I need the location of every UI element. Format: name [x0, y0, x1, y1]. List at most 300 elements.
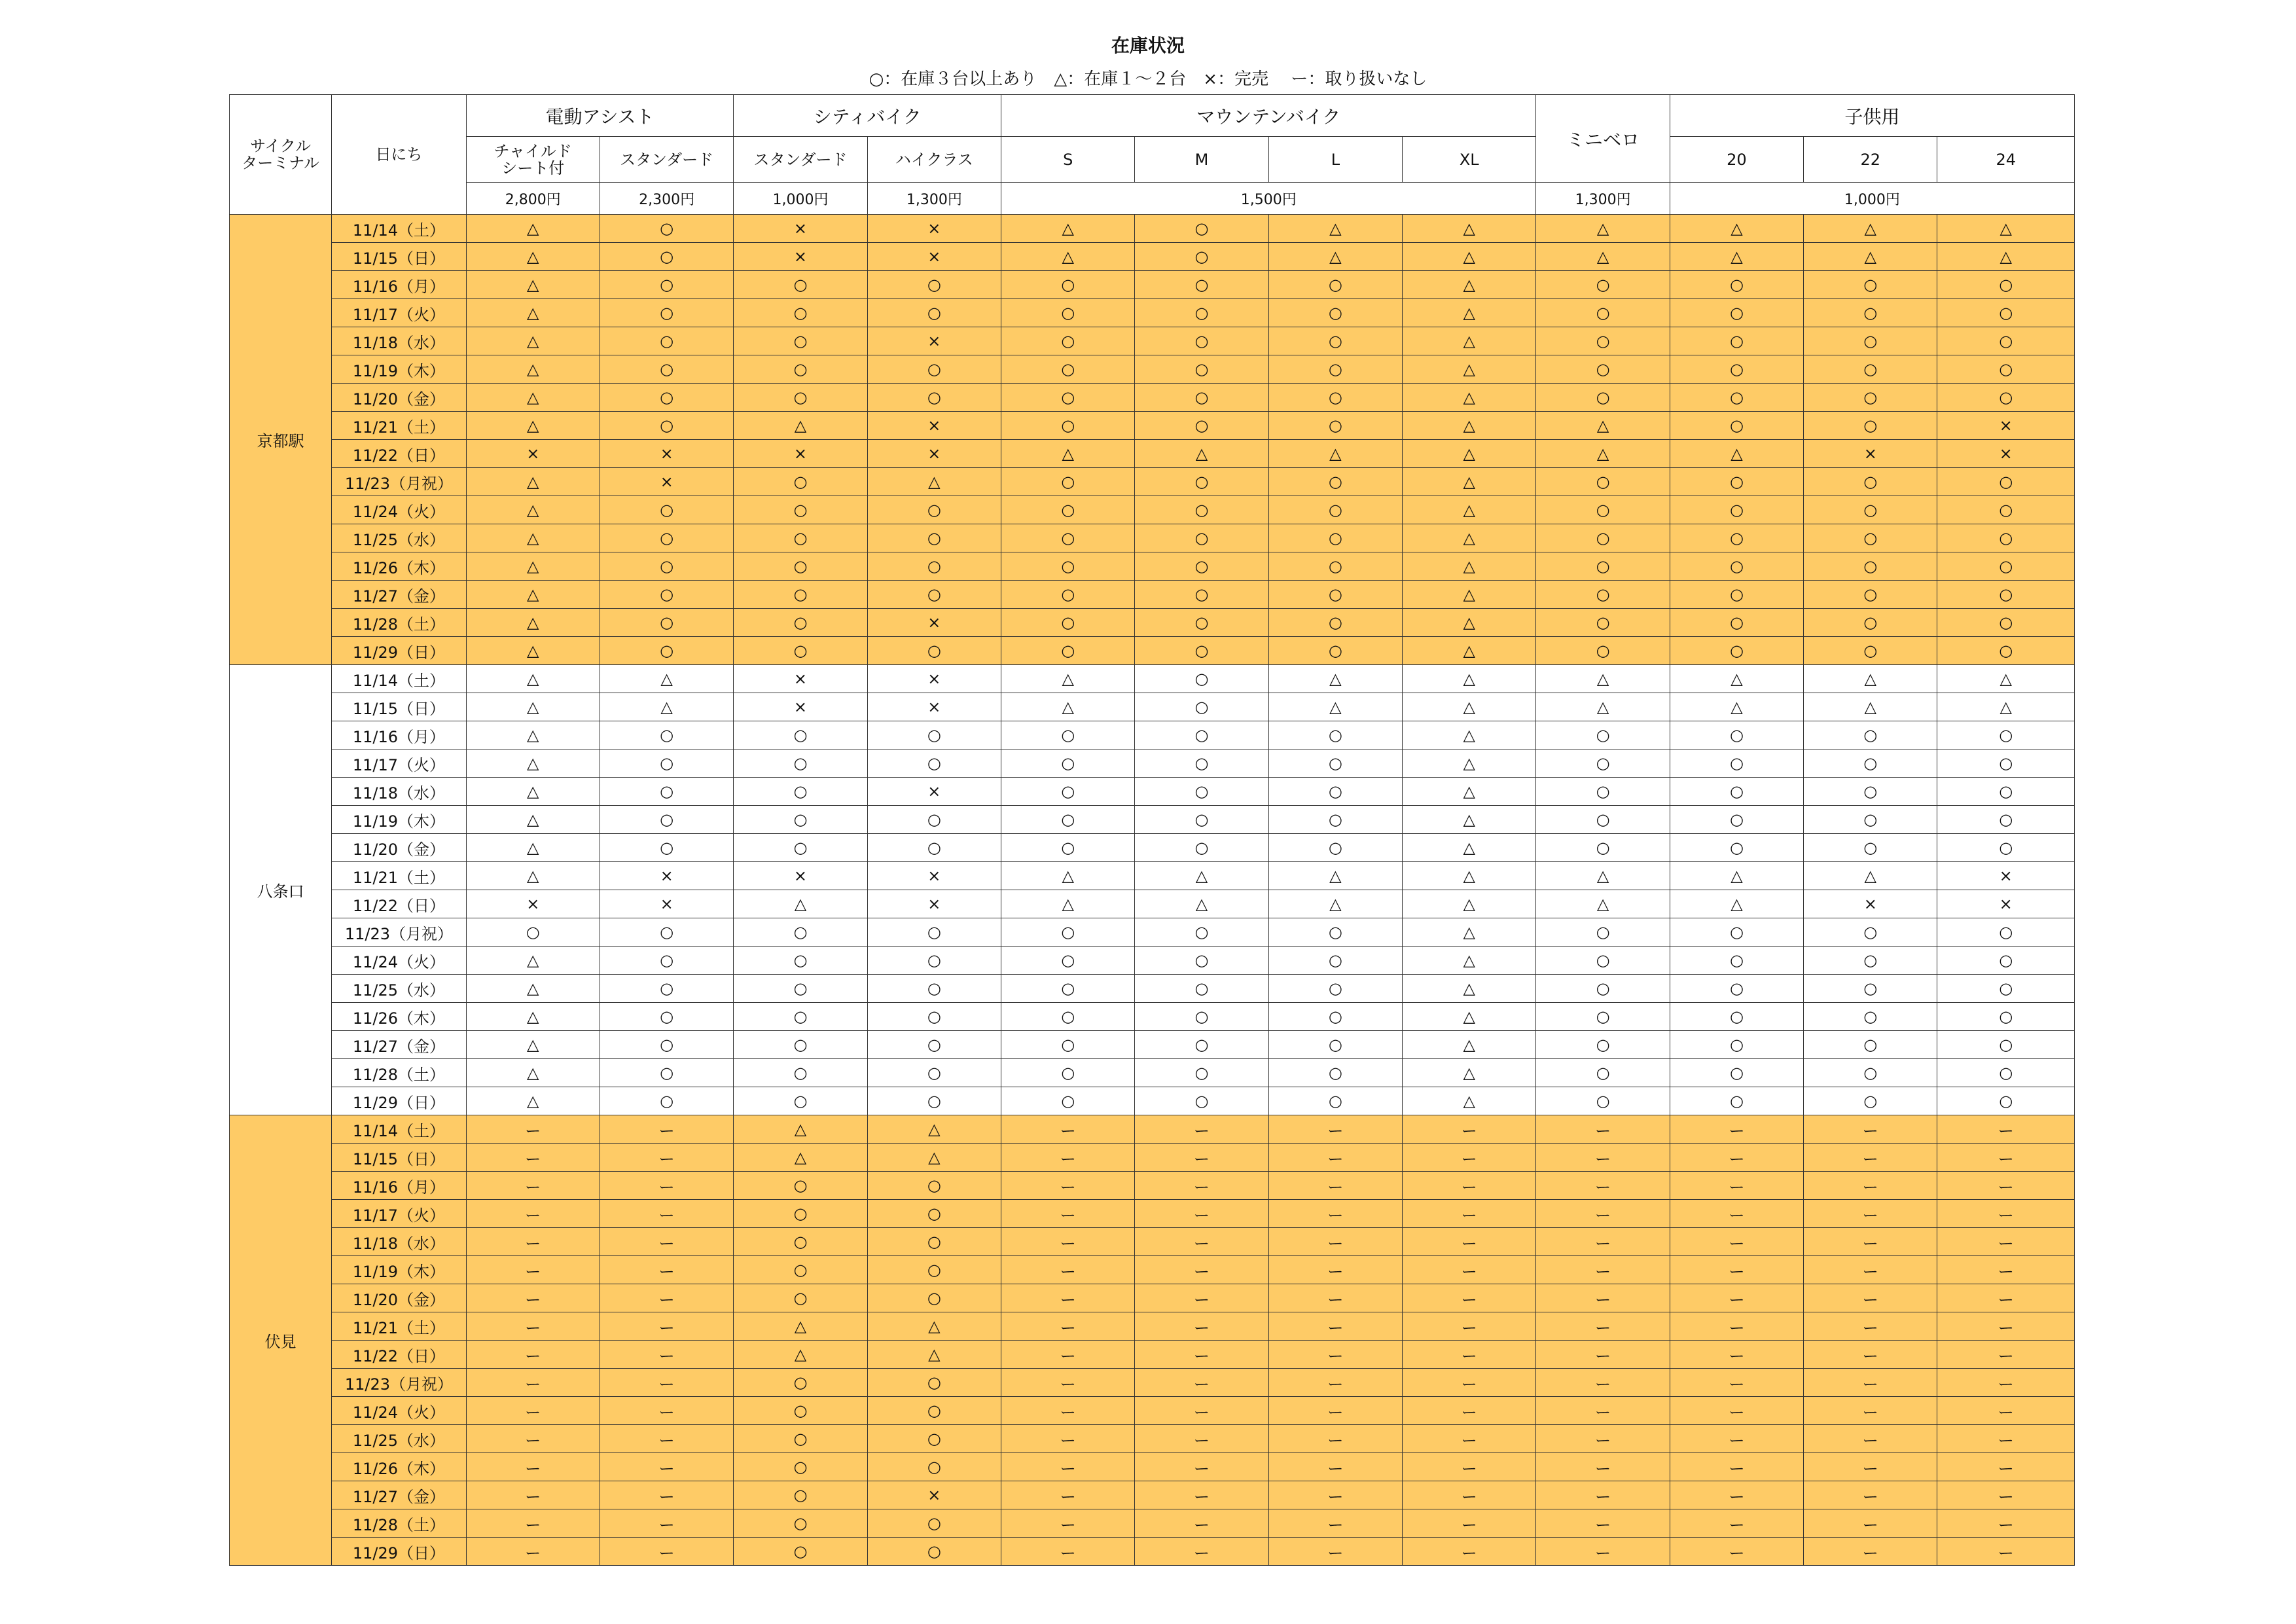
date-cell: 11/27（金）: [332, 581, 466, 609]
stock-cell: △: [1403, 1031, 1536, 1059]
stock-cell: ー: [1001, 1144, 1135, 1172]
subcategory-header: チャイルド シート付: [466, 137, 600, 183]
stock-cell: ○: [734, 1031, 867, 1059]
stock-cell: △: [1937, 665, 2075, 693]
stock-cell: ○: [1937, 552, 2075, 581]
stock-cell: ○: [734, 524, 867, 552]
stock-cell: △: [1403, 693, 1536, 721]
stock-cell: ○: [867, 1031, 1001, 1059]
stock-cell: ○: [1001, 806, 1135, 834]
stock-cell: △: [466, 947, 600, 975]
date-cell: 11/15（日）: [332, 1144, 466, 1172]
table-row: [230, 1172, 2075, 1200]
stock-cell: ○: [1135, 271, 1268, 299]
stock-cell: △: [466, 327, 600, 355]
stock-cell: △: [1937, 215, 2075, 243]
table-row: [230, 806, 2075, 834]
stock-cell: ー: [1268, 1538, 1402, 1566]
stock-cell: ○: [734, 1172, 867, 1200]
stock-cell: △: [1403, 1087, 1536, 1115]
stock-cell: ○: [1536, 355, 1670, 384]
stock-cell: ー: [1804, 1284, 1937, 1312]
stock-cell: △: [466, 355, 600, 384]
stock-cell: △: [1135, 862, 1268, 890]
stock-cell: ○: [1804, 524, 1937, 552]
stock-cell: △: [466, 834, 600, 862]
stock-cell: △: [1403, 384, 1536, 412]
table-row: [230, 1538, 2075, 1566]
stock-cell: △: [600, 693, 733, 721]
date-cell: 11/20（金）: [332, 834, 466, 862]
stock-cell: ー: [600, 1538, 733, 1566]
stock-cell: ー: [1937, 1341, 2075, 1369]
stock-cell: ー: [1670, 1256, 1803, 1284]
stock-cell: ○: [600, 299, 733, 327]
stock-cell: ○: [1670, 947, 1803, 975]
stock-cell: △: [1403, 552, 1536, 581]
stock-cell: ー: [1001, 1312, 1135, 1341]
stock-cell: ○: [734, 806, 867, 834]
stock-cell: ー: [1001, 1369, 1135, 1397]
table-row: [230, 468, 2075, 496]
stock-cell: ○: [734, 384, 867, 412]
stock-cell: △: [734, 1341, 867, 1369]
date-cell: 11/25（水）: [332, 1425, 466, 1453]
stock-cell: ー: [1135, 1369, 1268, 1397]
date-cell: 11/16（月）: [332, 721, 466, 749]
stock-cell: ○: [734, 1256, 867, 1284]
stock-cell: ー: [1937, 1397, 2075, 1425]
stock-cell: ー: [1937, 1453, 2075, 1481]
stock-cell: △: [734, 1312, 867, 1341]
stock-cell: ○: [1804, 918, 1937, 947]
stock-cell: △: [867, 468, 1001, 496]
stock-cell: ×: [734, 243, 867, 271]
stock-cell: ○: [1135, 355, 1268, 384]
subcategory-header: L: [1268, 137, 1402, 183]
stock-cell: ○: [1268, 778, 1402, 806]
stock-cell: ー: [1001, 1453, 1135, 1481]
stock-cell: ○: [1001, 524, 1135, 552]
table-row: [230, 1397, 2075, 1425]
stock-cell: ○: [1135, 215, 1268, 243]
stock-cell: △: [1403, 1059, 1536, 1087]
stock-cell: ○: [1135, 243, 1268, 271]
stock-cell: ○: [1937, 806, 2075, 834]
date-cell: 11/18（水）: [332, 327, 466, 355]
subcategory-header: スタンダード: [734, 137, 867, 183]
stock-cell: ○: [867, 1256, 1001, 1284]
stock-cell: ○: [1001, 384, 1135, 412]
stock-cell: ー: [466, 1115, 600, 1144]
stock-cell: ○: [1001, 721, 1135, 749]
stock-cell: ○: [1001, 271, 1135, 299]
table-row: [230, 778, 2075, 806]
stock-cell: ー: [1135, 1397, 1268, 1425]
stock-cell: ○: [1536, 834, 1670, 862]
stock-cell: ー: [466, 1538, 600, 1566]
stock-cell: ○: [1536, 778, 1670, 806]
stock-cell: ○: [867, 1397, 1001, 1425]
stock-cell: △: [1268, 862, 1402, 890]
stock-cell: △: [1670, 693, 1803, 721]
stock-cell: ー: [1001, 1397, 1135, 1425]
stock-cell: △: [466, 552, 600, 581]
stock-cell: ー: [466, 1397, 600, 1425]
stock-cell: ○: [600, 215, 733, 243]
stock-cell: ○: [1536, 1003, 1670, 1031]
stock-cell: ○: [1804, 412, 1937, 440]
stock-cell: ○: [867, 1200, 1001, 1228]
stock-cell: ○: [1001, 355, 1135, 384]
stock-cell: ー: [600, 1284, 733, 1312]
stock-cell: △: [1403, 468, 1536, 496]
stock-cell: ○: [867, 552, 1001, 581]
stock-cell: ○: [734, 1087, 867, 1115]
stock-cell: △: [1804, 243, 1937, 271]
stock-cell: △: [1135, 890, 1268, 918]
stock-cell: ○: [1001, 609, 1135, 637]
stock-cell: ○: [734, 1003, 867, 1031]
stock-cell: ー: [1804, 1481, 1937, 1509]
stock-cell: △: [1001, 890, 1135, 918]
stock-cell: ○: [734, 918, 867, 947]
date-cell: 11/23（月祝）: [332, 1369, 466, 1397]
stock-cell: △: [466, 609, 600, 637]
stock-cell: △: [1403, 665, 1536, 693]
stock-cell: ○: [600, 412, 733, 440]
table-row: [230, 243, 2075, 271]
stock-cell: △: [466, 693, 600, 721]
stock-cell: △: [1403, 834, 1536, 862]
stock-cell: ー: [1001, 1284, 1135, 1312]
stock-cell: ○: [1536, 918, 1670, 947]
stock-cell: ○: [734, 609, 867, 637]
stock-cell: △: [734, 890, 867, 918]
stock-cell: ○: [600, 1059, 733, 1087]
stock-cell: ○: [600, 918, 733, 947]
date-cell: 11/18（水）: [332, 1228, 466, 1256]
stock-cell: ○: [1804, 806, 1937, 834]
stock-cell: ○: [1135, 806, 1268, 834]
stock-cell: ー: [1403, 1341, 1536, 1369]
stock-cell: ○: [1536, 637, 1670, 665]
stock-cell: ○: [1804, 299, 1937, 327]
date-cell: 11/24（火）: [332, 947, 466, 975]
stock-cell: ○: [1268, 524, 1402, 552]
stock-cell: △: [1268, 890, 1402, 918]
stock-cell: ー: [1403, 1256, 1536, 1284]
table-row: [230, 834, 2075, 862]
stock-cell: ×: [867, 890, 1001, 918]
stock-cell: ー: [1804, 1144, 1937, 1172]
stock-cell: ○: [600, 581, 733, 609]
stock-cell: ○: [600, 355, 733, 384]
date-cell: 11/25（水）: [332, 975, 466, 1003]
stock-cell: ー: [1670, 1144, 1803, 1172]
stock-cell: ×: [466, 440, 600, 468]
stock-cell: ー: [466, 1369, 600, 1397]
stock-cell: ○: [734, 1200, 867, 1228]
stock-cell: △: [1403, 609, 1536, 637]
stock-cell: ○: [1937, 834, 2075, 862]
stock-cell: ○: [867, 1425, 1001, 1453]
table-row: [230, 496, 2075, 524]
stock-cell: △: [466, 749, 600, 778]
stock-cell: ー: [1536, 1425, 1670, 1453]
stock-cell: ○: [867, 1369, 1001, 1397]
stock-cell: ○: [1804, 947, 1937, 975]
stock-cell: ○: [1804, 552, 1937, 581]
stock-cell: ○: [1268, 1087, 1402, 1115]
stock-cell: △: [466, 215, 600, 243]
stock-cell: ○: [867, 384, 1001, 412]
stock-cell: ○: [1536, 581, 1670, 609]
table-row: [230, 749, 2075, 778]
stock-cell: ○: [1670, 496, 1803, 524]
stock-cell: ○: [1937, 721, 2075, 749]
stock-cell: ×: [600, 468, 733, 496]
stock-cell: ー: [1536, 1509, 1670, 1538]
stock-cell: ○: [1536, 609, 1670, 637]
stock-cell: ○: [1670, 1059, 1803, 1087]
date-cell: 11/21（土）: [332, 862, 466, 890]
stock-cell: ○: [600, 271, 733, 299]
date-cell: 11/29（日）: [332, 1538, 466, 1566]
stock-cell: ×: [867, 412, 1001, 440]
table-row: [230, 1312, 2075, 1341]
stock-cell: ×: [600, 440, 733, 468]
stock-cell: ×: [734, 440, 867, 468]
stock-cell: ー: [1268, 1115, 1402, 1144]
stock-cell: ー: [1804, 1228, 1937, 1256]
stock-cell: ー: [1268, 1256, 1402, 1284]
stock-cell: ー: [1536, 1144, 1670, 1172]
stock-cell: △: [734, 412, 867, 440]
stock-cell: ー: [1135, 1312, 1268, 1341]
stock-cell: ○: [867, 1453, 1001, 1481]
stock-cell: ×: [1804, 890, 1937, 918]
stock-cell: ○: [1804, 975, 1937, 1003]
stock-cell: ○: [1670, 749, 1803, 778]
stock-cell: ○: [1135, 665, 1268, 693]
stock-cell: ○: [1001, 1087, 1135, 1115]
stock-cell: ー: [1268, 1200, 1402, 1228]
stock-cell: ○: [1135, 581, 1268, 609]
stock-cell: ×: [1937, 412, 2075, 440]
stock-cell: ○: [1135, 693, 1268, 721]
stock-cell: ○: [600, 947, 733, 975]
stock-cell: ○: [1536, 271, 1670, 299]
stock-cell: ×: [1937, 862, 2075, 890]
stock-cell: ○: [867, 637, 1001, 665]
stock-cell: ○: [1937, 637, 2075, 665]
stock-cell: ○: [1268, 581, 1402, 609]
stock-cell: ○: [734, 581, 867, 609]
date-cell: 11/16（月）: [332, 1172, 466, 1200]
stock-cell: ○: [1001, 468, 1135, 496]
stock-cell: ○: [1536, 749, 1670, 778]
stock-cell: ×: [867, 693, 1001, 721]
stock-cell: ー: [1670, 1509, 1803, 1538]
stock-cell: △: [466, 1003, 600, 1031]
inventory-table: [229, 94, 2075, 1566]
price-cell: 1,000円: [734, 183, 867, 215]
stock-cell: ー: [600, 1341, 733, 1369]
stock-cell: ー: [1403, 1200, 1536, 1228]
stock-cell: ー: [1937, 1144, 2075, 1172]
stock-cell: ○: [1670, 581, 1803, 609]
stock-cell: ○: [1937, 918, 2075, 947]
stock-cell: ○: [734, 1425, 867, 1453]
date-cell: 11/19（木）: [332, 1256, 466, 1284]
stock-cell: ○: [1670, 299, 1803, 327]
date-cell: 11/14（土）: [332, 665, 466, 693]
stock-cell: ○: [734, 1481, 867, 1509]
stock-cell: ○: [1268, 496, 1402, 524]
stock-cell: ○: [1001, 975, 1135, 1003]
stock-cell: △: [466, 243, 600, 271]
stock-cell: △: [1403, 1003, 1536, 1031]
page-title: 在庫状況: [1111, 35, 1185, 56]
stock-cell: ○: [1536, 552, 1670, 581]
stock-cell: ○: [867, 271, 1001, 299]
stock-cell: ○: [1001, 834, 1135, 862]
stock-cell: △: [1670, 215, 1803, 243]
stock-cell: ○: [1804, 834, 1937, 862]
stock-cell: △: [466, 665, 600, 693]
stock-cell: ○: [1536, 299, 1670, 327]
stock-cell: ○: [1001, 778, 1135, 806]
stock-cell: ○: [1670, 1031, 1803, 1059]
stock-cell: ー: [1135, 1172, 1268, 1200]
stock-cell: ○: [1135, 778, 1268, 806]
stock-cell: ○: [1268, 975, 1402, 1003]
stock-cell: ○: [1804, 1087, 1937, 1115]
stock-cell: ー: [1804, 1200, 1937, 1228]
stock-cell: ○: [600, 524, 733, 552]
stock-cell: ○: [1804, 271, 1937, 299]
stock-cell: ○: [1135, 834, 1268, 862]
stock-cell: △: [1937, 243, 2075, 271]
stock-cell: ー: [1536, 1341, 1670, 1369]
table-row: [230, 552, 2075, 581]
terminal-name: 八条口: [230, 665, 332, 1115]
stock-cell: △: [466, 637, 600, 665]
table-row: [230, 1481, 2075, 1509]
table-row: [230, 271, 2075, 299]
stock-cell: ○: [1268, 552, 1402, 581]
stock-cell: ー: [1536, 1200, 1670, 1228]
subcategory-header: XL: [1403, 137, 1536, 183]
stock-cell: ー: [466, 1256, 600, 1284]
stock-cell: ○: [1001, 581, 1135, 609]
stock-cell: ー: [1268, 1509, 1402, 1538]
subcategory-header: 22: [1804, 137, 1937, 183]
table-row: [230, 947, 2075, 975]
stock-cell: ○: [600, 637, 733, 665]
stock-cell: ○: [734, 1538, 867, 1566]
stock-cell: △: [1403, 806, 1536, 834]
stock-cell: ○: [1536, 947, 1670, 975]
price-cell: 1,500円: [1001, 183, 1536, 215]
stock-cell: △: [466, 496, 600, 524]
stock-cell: △: [1403, 721, 1536, 749]
table-row: [230, 384, 2075, 412]
stock-cell: ○: [1670, 327, 1803, 355]
stock-cell: △: [1403, 947, 1536, 975]
terminal-header: サイクル ターミナル: [230, 95, 332, 215]
stock-cell: ー: [600, 1312, 733, 1341]
stock-cell: △: [1403, 524, 1536, 552]
stock-cell: ○: [1937, 581, 2075, 609]
stock-cell: ー: [1268, 1144, 1402, 1172]
date-cell: 11/19（木）: [332, 806, 466, 834]
stock-cell: △: [466, 271, 600, 299]
stock-cell: ○: [1670, 412, 1803, 440]
stock-cell: ー: [1001, 1538, 1135, 1566]
stock-cell: ー: [600, 1509, 733, 1538]
category-header: 子供用: [1670, 95, 2074, 137]
stock-cell: ○: [1804, 749, 1937, 778]
table-row: [230, 890, 2075, 918]
stock-cell: ○: [1670, 355, 1803, 384]
table-row: [230, 1003, 2075, 1031]
stock-cell: ー: [1937, 1256, 2075, 1284]
date-cell: 11/17（火）: [332, 1200, 466, 1228]
stock-cell: ー: [1937, 1481, 2075, 1509]
stock-cell: ○: [1937, 749, 2075, 778]
stock-cell: ー: [1804, 1538, 1937, 1566]
stock-cell: ー: [1135, 1284, 1268, 1312]
stock-cell: ー: [1804, 1115, 1937, 1144]
subcategory-header: スタンダード: [600, 137, 733, 183]
stock-cell: ー: [1536, 1397, 1670, 1425]
stock-cell: ー: [1001, 1172, 1135, 1200]
stock-cell: △: [1001, 693, 1135, 721]
stock-cell: ○: [1937, 609, 2075, 637]
stock-cell: ー: [600, 1200, 733, 1228]
stock-cell: △: [1804, 665, 1937, 693]
stock-cell: ○: [1001, 1031, 1135, 1059]
stock-cell: ○: [1536, 721, 1670, 749]
stock-cell: ○: [1670, 918, 1803, 947]
stock-cell: ー: [600, 1115, 733, 1144]
table-row: [230, 1115, 2075, 1144]
stock-cell: ○: [600, 1087, 733, 1115]
table-row: [230, 975, 2075, 1003]
stock-cell: ー: [1670, 1228, 1803, 1256]
stock-cell: ○: [1804, 1003, 1937, 1031]
stock-cell: ○: [600, 806, 733, 834]
stock-cell: △: [1001, 243, 1135, 271]
stock-cell: ー: [1670, 1481, 1803, 1509]
stock-cell: ー: [1135, 1538, 1268, 1566]
stock-cell: ○: [1268, 1031, 1402, 1059]
stock-cell: ○: [600, 243, 733, 271]
stock-cell: ー: [466, 1481, 600, 1509]
date-cell: 11/22（日）: [332, 1341, 466, 1369]
stock-cell: ー: [1670, 1397, 1803, 1425]
stock-cell: ○: [600, 384, 733, 412]
stock-cell: ー: [1536, 1228, 1670, 1256]
stock-cell: ×: [734, 693, 867, 721]
stock-cell: ー: [600, 1369, 733, 1397]
stock-cell: △: [1001, 440, 1135, 468]
stock-cell: ○: [867, 1228, 1001, 1256]
stock-cell: △: [1536, 412, 1670, 440]
date-cell: 11/27（金）: [332, 1481, 466, 1509]
